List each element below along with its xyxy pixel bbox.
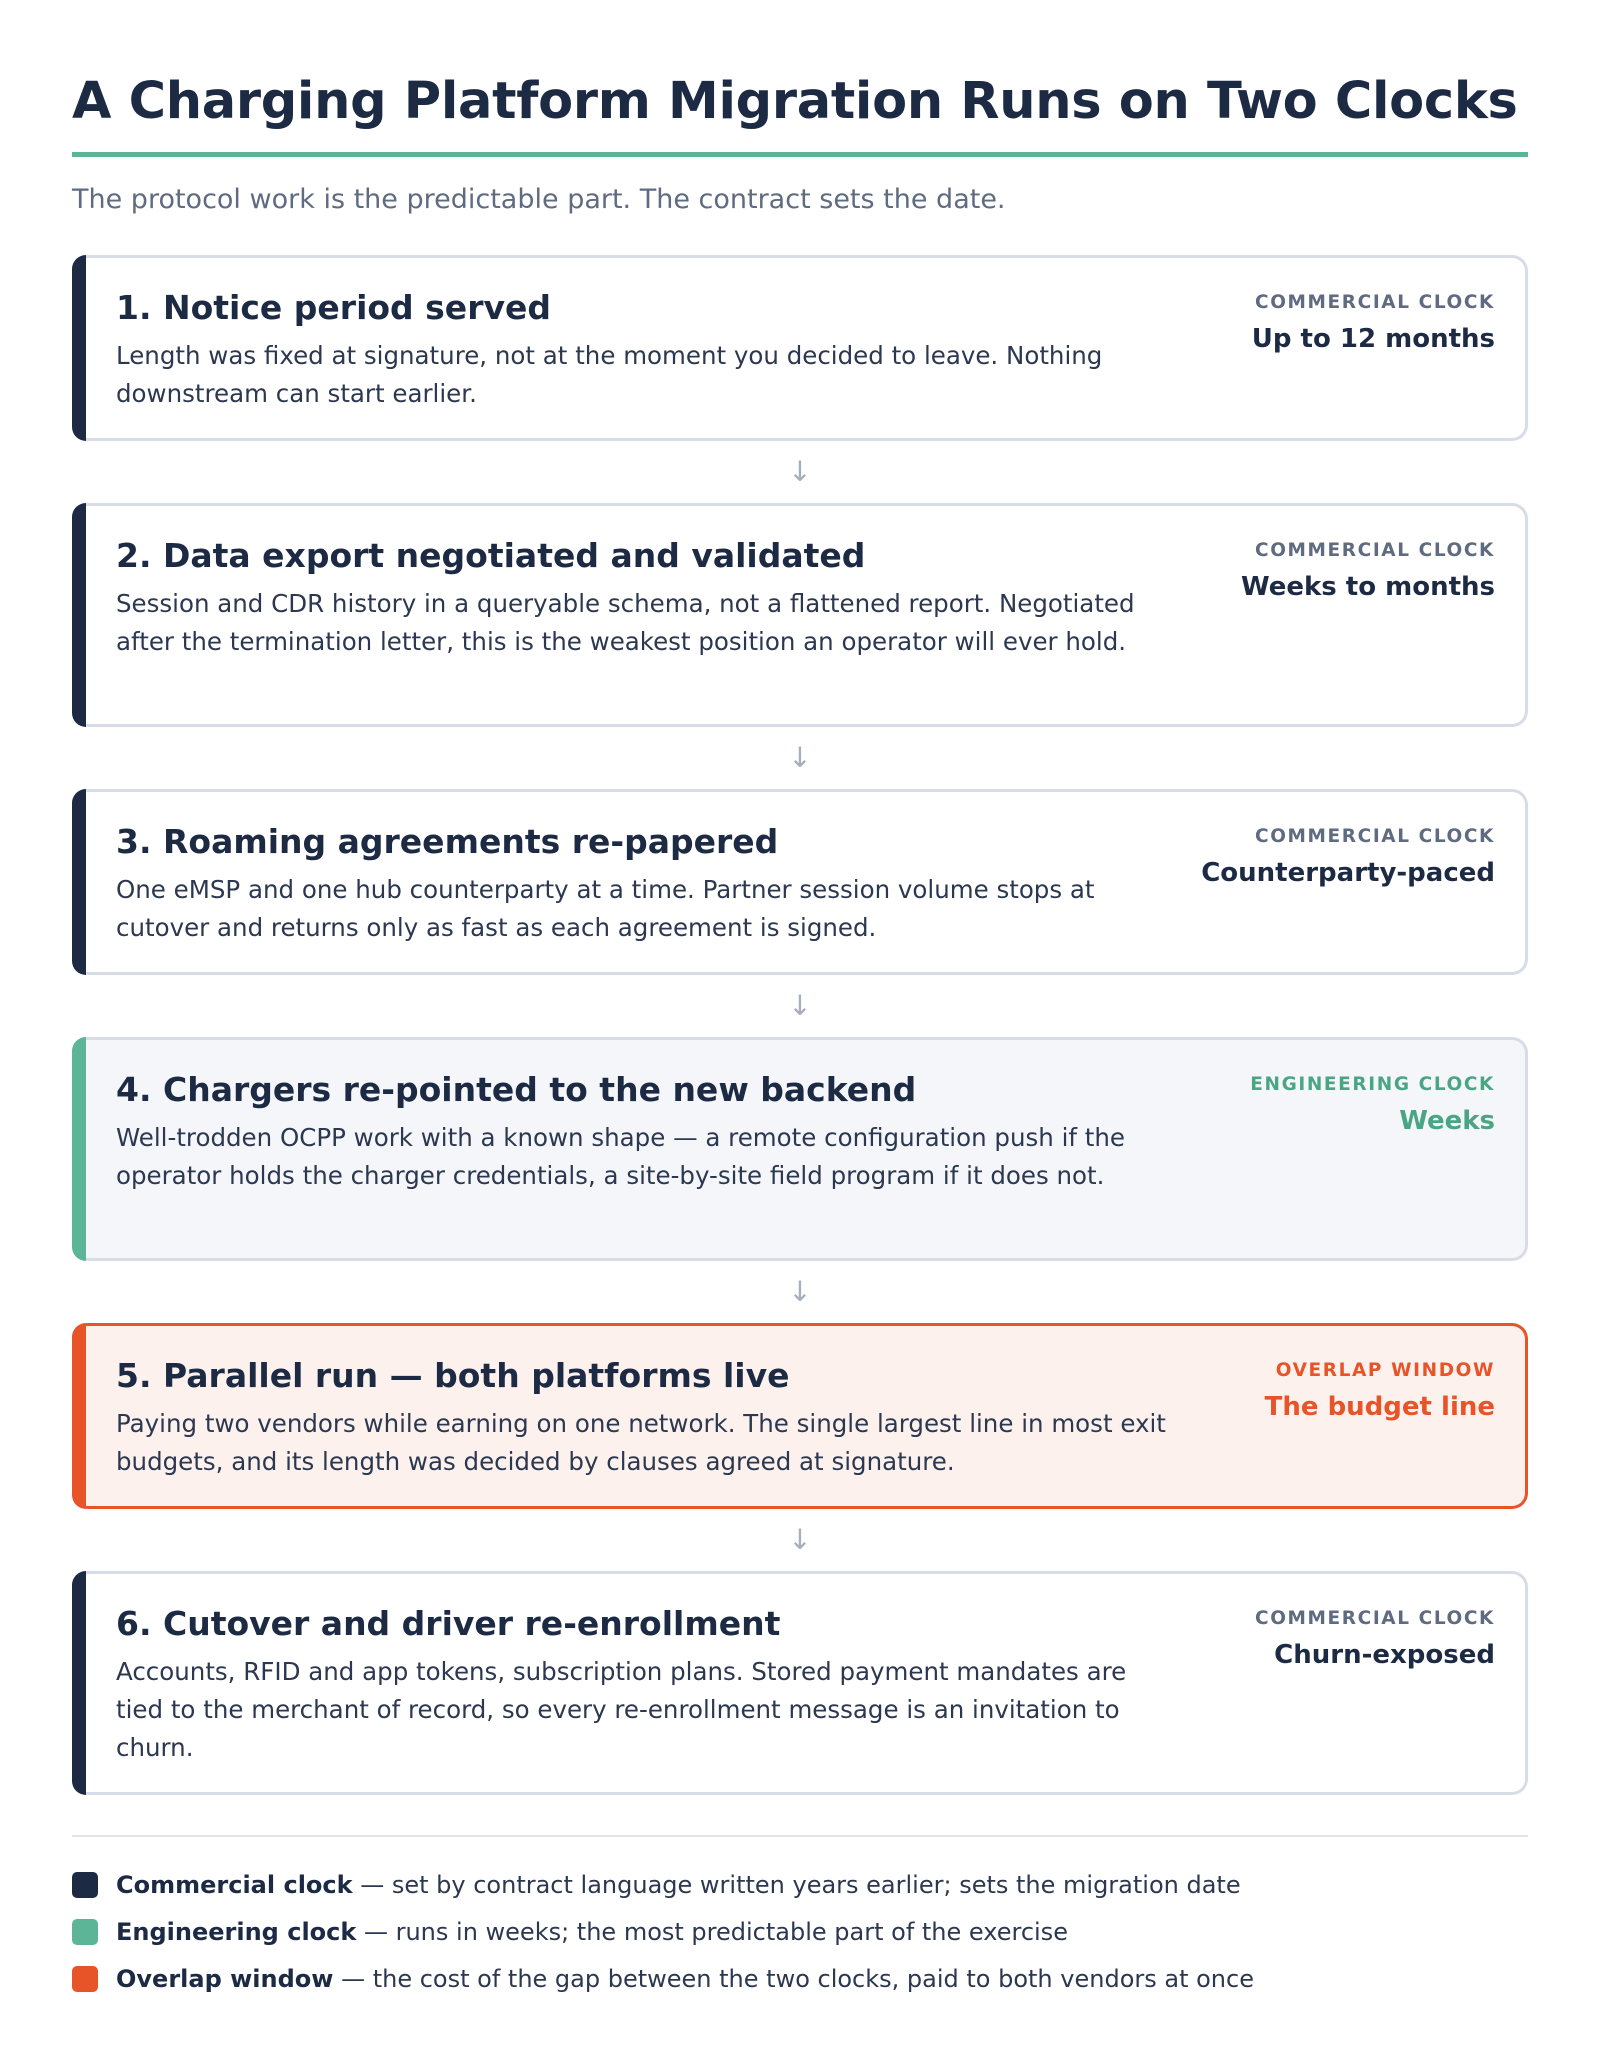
step-card-4 <box>72 1037 1528 1261</box>
step-body <box>116 536 1176 661</box>
step-title: 3. Roaming agreements re-papered <box>116 822 779 861</box>
step-list <box>72 255 1528 1795</box>
step-title: 6. Cutover and driver re-enrollment <box>116 1604 781 1643</box>
legend-name: Engineering clock <box>116 1917 357 1946</box>
clock-value: Churn-exposed <box>1274 1640 1495 1670</box>
legend <box>72 1861 1528 2002</box>
step-card-5 <box>72 1323 1528 1509</box>
step-title: 2. Data export negotiated and validated <box>116 536 866 575</box>
down-arrow-icon: ↓ <box>788 1523 812 1556</box>
legend-item-engineering <box>72 1908 1528 1955</box>
clock-value: Up to 12 months <box>1251 324 1495 354</box>
step-clock <box>1201 825 1495 889</box>
page-subtitle: The protocol work is the predictable part. The contract sets the date. <box>72 184 1006 215</box>
legend-divider <box>72 1835 1528 1837</box>
step-clock <box>1241 539 1495 603</box>
step-clock <box>1250 1073 1495 1137</box>
legend-name: Commercial clock <box>116 1870 353 1899</box>
commercial-swatch-icon <box>72 1872 98 1898</box>
step-body <box>116 822 1176 947</box>
clock-value: The budget line <box>1264 1392 1495 1422</box>
step-title: 1. Notice period served <box>116 288 551 327</box>
legend-text: — set by contract language written years earlier; sets the migration date <box>352 1870 1241 1899</box>
down-arrow-icon: ↓ <box>788 741 812 774</box>
clock-label: COMMERCIAL CLOCK <box>1255 1608 1495 1629</box>
step-body <box>116 1356 1176 1481</box>
step-description: One eMSP and one hub counterparty at a time. Partner session volume stops at cutover and returns only as fast as each agreement is signed. <box>116 875 1095 942</box>
step-clock <box>1265 1359 1495 1423</box>
step-body <box>116 1070 1176 1195</box>
down-arrow-icon: ↓ <box>788 1275 812 1308</box>
clock-value: Weeks <box>1399 1106 1495 1136</box>
step-description: Well-trodden OCPP work with a known shape — a remote configuration push if the operator holds the charger credentials, a site-by-site field program if it does not. <box>116 1123 1125 1190</box>
title-underline <box>72 152 1528 157</box>
step-card-6 <box>72 1571 1528 1795</box>
clock-label: OVERLAP WINDOW <box>1275 1360 1495 1381</box>
clock-label: ENGINEERING CLOCK <box>1250 1074 1495 1095</box>
engineering-swatch-icon <box>72 1919 98 1945</box>
step-description: Session and CDR history in a queryable schema, not a flattened report. Negotiated after the termination letter, this is the weakest position an operator will ever hold. <box>116 589 1135 656</box>
page-title: A Charging Platform Migration Runs on Two Clocks <box>72 72 1518 131</box>
step-description: Length was fixed at signature, not at the moment you decided to leave. Nothing downstream can start earlier. <box>116 341 1103 408</box>
step-title: 4. Chargers re-pointed to the new backend <box>116 1070 917 1109</box>
clock-label: COMMERCIAL CLOCK <box>1255 540 1495 561</box>
legend-name: Overlap window <box>116 1964 334 1993</box>
step-card-1 <box>72 255 1528 441</box>
legend-item-overlap <box>72 1955 1528 2002</box>
step-title: 5. Parallel run — both platforms live <box>116 1356 790 1395</box>
legend-text: — the cost of the gap between the two clocks, paid to both vendors at once <box>333 1964 1254 1993</box>
clock-value: Weeks to months <box>1240 572 1495 602</box>
down-arrow-icon: ↓ <box>788 455 812 488</box>
step-card-2 <box>72 503 1528 727</box>
down-arrow-icon: ↓ <box>788 989 812 1022</box>
legend-item-commercial <box>72 1861 1528 1908</box>
overlap-swatch-icon <box>72 1966 98 1992</box>
step-description: Accounts, RFID and app tokens, subscription plans. Stored payment mandates are tied to the merchant of record, so every re-enrollment message is an invitation to churn. <box>116 1657 1127 1762</box>
step-description: Paying two vendors while earning on one network. The single largest line in most exit budgets, and its length was decided by clauses agreed at signature. <box>116 1409 1166 1476</box>
clock-value: Counterparty-paced <box>1201 858 1495 888</box>
step-clock <box>1252 291 1495 355</box>
clock-label: COMMERCIAL CLOCK <box>1255 292 1495 313</box>
legend-text: — runs in weeks; the most predictable part of the exercise <box>356 1917 1068 1946</box>
step-body <box>116 288 1176 413</box>
step-card-3 <box>72 789 1528 975</box>
step-body <box>116 1604 1176 1767</box>
step-clock <box>1255 1607 1495 1671</box>
clock-label: COMMERCIAL CLOCK <box>1255 826 1495 847</box>
